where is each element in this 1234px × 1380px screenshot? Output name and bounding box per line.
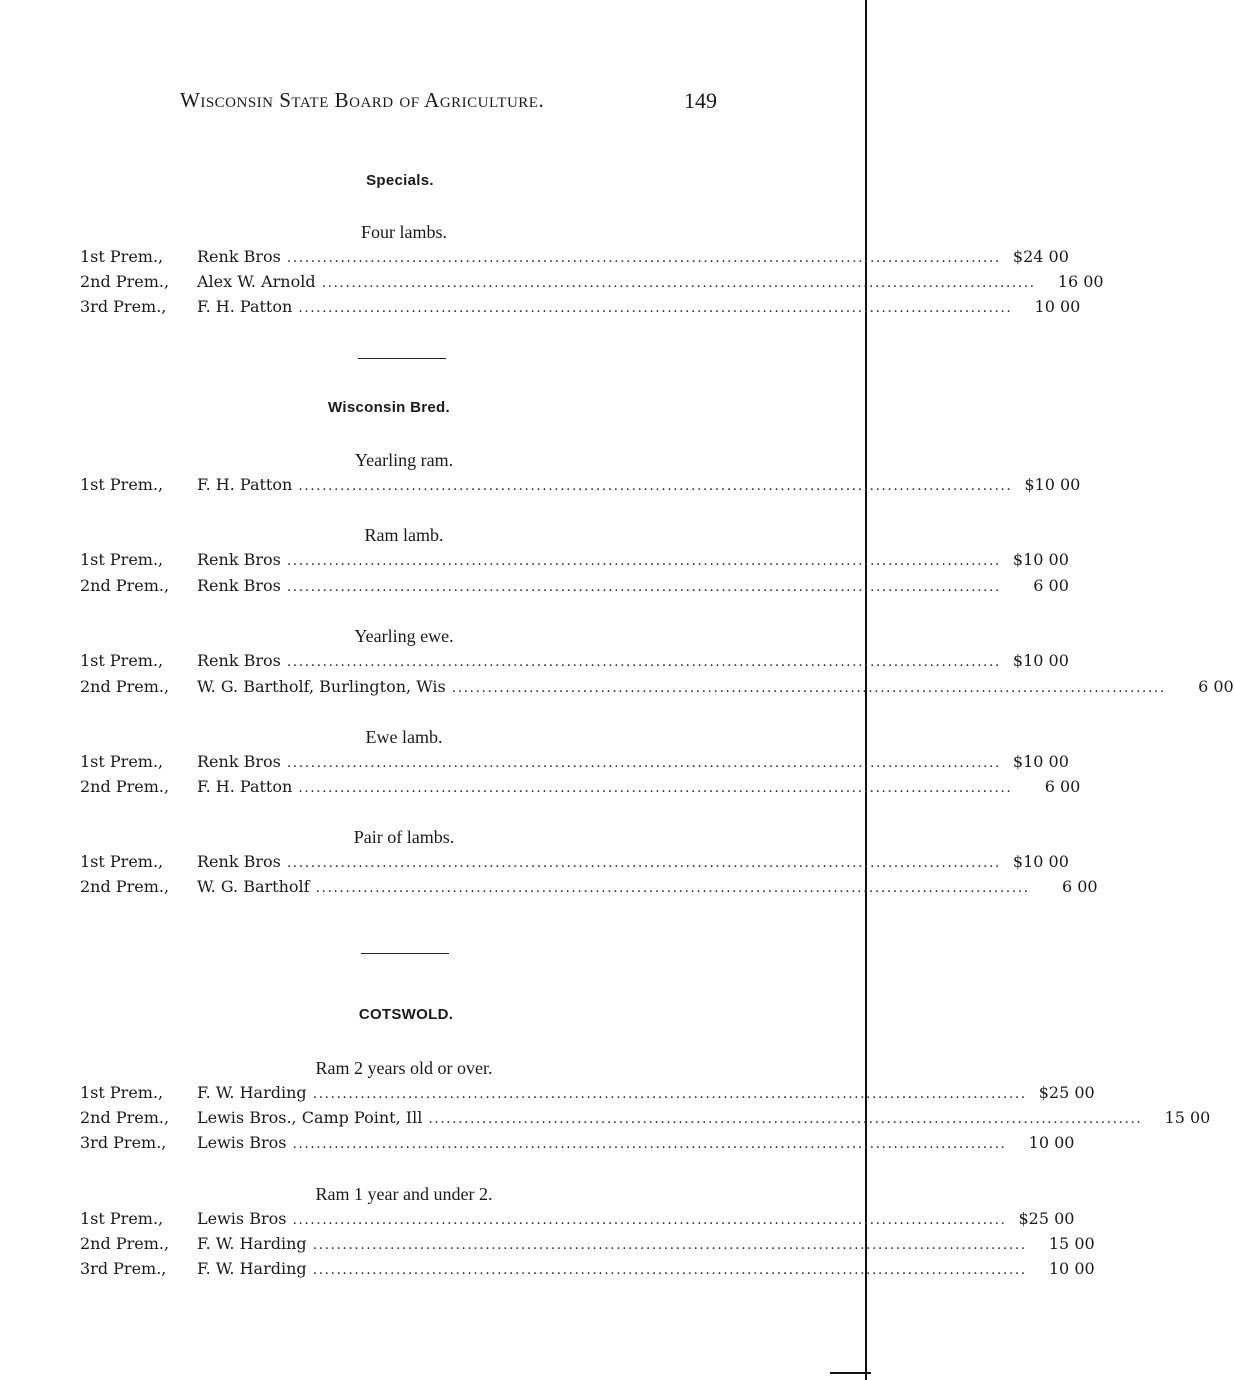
premium-entry	[80, 247, 1069, 271]
exhibitor-name: F. W. Harding	[197, 1234, 307, 1253]
premium-rank: 1st Prem.,	[80, 752, 164, 771]
premium-entry	[80, 475, 1081, 499]
leader-dots: ........................................................................................................................	[321, 275, 1036, 291]
leader-dots: ........................................................................................................................	[428, 1111, 1143, 1127]
premium-amount: 10 00	[1034, 297, 1081, 316]
exhibitor-name: Renk Bros	[197, 576, 281, 595]
leader-dots: ........................................................................................................................	[451, 680, 1166, 696]
premium-rank: 2nd Prem.,	[80, 576, 170, 595]
premium-entry	[80, 1133, 1075, 1157]
premium-rank: 1st Prem.,	[80, 550, 164, 569]
exhibitor-name: Lewis Bros	[197, 1209, 287, 1228]
premium-amount: 6 00	[1198, 677, 1234, 696]
premium-entry	[80, 1083, 1095, 1107]
premium-entry	[80, 651, 1069, 675]
premium-entry	[80, 550, 1069, 574]
class-title: Ram lamb.	[364, 525, 444, 545]
exhibitor-name: Renk Bros	[197, 651, 281, 670]
section-divider	[361, 953, 449, 954]
page-number: 149	[684, 88, 717, 113]
premium-rank: 1st Prem.,	[80, 1083, 164, 1102]
leader-dots: ........................................................................................................................	[298, 478, 1013, 494]
premium-rank: 1st Prem.,	[80, 651, 164, 670]
premium-amount: $25 00	[1018, 1209, 1075, 1228]
premium-rank: 2nd Prem.,	[80, 777, 170, 796]
premium-amount: $10 00	[1012, 752, 1069, 771]
class-title: Pair of lambs.	[353, 827, 455, 847]
premium-rank: 1st Prem.,	[80, 475, 164, 494]
running-title: Wisconsin State Board of Agriculture.	[180, 88, 545, 112]
leader-dots: ........................................................................................................................	[286, 755, 1001, 771]
premium-amount: 6 00	[1044, 777, 1081, 796]
premium-entry	[80, 852, 1069, 876]
premium-entry	[80, 752, 1069, 776]
premium-rank: 3rd Prem.,	[80, 1259, 167, 1278]
premium-amount: 6 00	[1033, 576, 1069, 595]
premium-entry	[80, 877, 1098, 901]
leader-dots: ........................................................................................................................	[286, 579, 1001, 595]
leader-dots: ........................................................................................................................	[286, 855, 1001, 871]
exhibitor-name: F. W. Harding	[197, 1083, 307, 1102]
premium-rank: 2nd Prem.,	[80, 1234, 170, 1253]
leader-dots: ........................................................................................................................	[292, 1212, 1007, 1228]
leader-dots: ........................................................................................................................	[312, 1262, 1027, 1278]
leader-dots: ........................................................................................................................	[298, 300, 1013, 316]
page-edge-bottom	[830, 1372, 871, 1374]
premium-rank: 2nd Prem.,	[80, 1108, 170, 1127]
class-title: Ewe lamb.	[365, 727, 443, 747]
premium-amount: $25 00	[1038, 1083, 1095, 1102]
premium-rank: 3rd Prem.,	[80, 297, 167, 316]
exhibitor-name: Lewis Bros., Camp Point, Ill	[197, 1108, 423, 1127]
leader-dots: ........................................................................................................................	[312, 1237, 1027, 1253]
premium-rank: 2nd Prem.,	[80, 877, 170, 896]
premium-entry	[80, 1209, 1075, 1233]
class-title: Ram 1 year and under 2.	[315, 1184, 493, 1204]
leader-dots: ........................................................................................................................	[286, 553, 1001, 569]
premium-rank: 1st Prem.,	[80, 247, 164, 266]
section-heading-wisconsin-bred: Wisconsin Bred.	[328, 399, 450, 416]
premium-rank: 2nd Prem.,	[80, 677, 170, 696]
premium-amount: 10 00	[1048, 1259, 1095, 1278]
premium-amount: $24 00	[1012, 247, 1069, 266]
premium-entry	[80, 576, 1069, 600]
exhibitor-name: W. G. Bartholf, Burlington, Wis	[197, 677, 446, 696]
premium-amount: 6 00	[1061, 877, 1098, 896]
premium-rank: 2nd Prem.,	[80, 272, 170, 291]
exhibitor-name: F. H. Patton	[197, 777, 293, 796]
exhibitor-name: Renk Bros	[197, 852, 281, 871]
exhibitor-name: Alex W. Arnold	[197, 272, 316, 291]
premium-amount: 15 00	[1048, 1234, 1095, 1253]
premium-amount: $10 00	[1012, 651, 1069, 670]
exhibitor-name: Lewis Bros	[197, 1133, 287, 1152]
premium-amount: $10 00	[1012, 550, 1069, 569]
leader-dots: ........................................................................................................................	[286, 250, 1001, 266]
premium-rank: 1st Prem.,	[80, 1209, 164, 1228]
leader-dots: ........................................................................................................................	[315, 880, 1030, 896]
premium-entry	[80, 297, 1081, 321]
section-divider	[358, 358, 446, 359]
class-title: Yearling ewe.	[354, 626, 454, 646]
premium-entry	[80, 677, 1234, 701]
leader-dots: ........................................................................................................................	[298, 780, 1013, 796]
leader-dots: ........................................................................................................................	[312, 1086, 1027, 1102]
section-heading-specials: Specials.	[366, 172, 434, 189]
premium-entry	[80, 777, 1081, 801]
premium-entry	[80, 1108, 1211, 1132]
premium-entry	[80, 272, 1104, 296]
class-title: Yearling ram.	[354, 450, 454, 470]
class-title: Four lambs.	[360, 222, 447, 242]
exhibitor-name: Renk Bros	[197, 752, 281, 771]
class-title: Ram 2 years old or over.	[315, 1058, 493, 1078]
premium-entry	[80, 1234, 1095, 1258]
premium-amount: 15 00	[1164, 1108, 1211, 1127]
leader-dots: ........................................................................................................................	[292, 1136, 1007, 1152]
exhibitor-name: Renk Bros	[197, 247, 281, 266]
exhibitor-name: F. H. Patton	[197, 297, 293, 316]
premium-amount: 16 00	[1057, 272, 1104, 291]
section-heading-cotswold: COTSWOLD.	[358, 1006, 454, 1023]
exhibitor-name: F. H. Patton	[197, 475, 293, 494]
premium-amount: 10 00	[1028, 1133, 1075, 1152]
exhibitor-name: F. W. Harding	[197, 1259, 307, 1278]
exhibitor-name: W. G. Bartholf	[197, 877, 310, 896]
premium-rank: 3rd Prem.,	[80, 1133, 167, 1152]
leader-dots: ........................................................................................................................	[286, 654, 1001, 670]
premium-entry	[80, 1259, 1095, 1283]
exhibitor-name: Renk Bros	[197, 550, 281, 569]
premium-rank: 1st Prem.,	[80, 852, 164, 871]
premium-amount: $10 00	[1012, 852, 1069, 871]
premium-amount: $10 00	[1024, 475, 1081, 494]
